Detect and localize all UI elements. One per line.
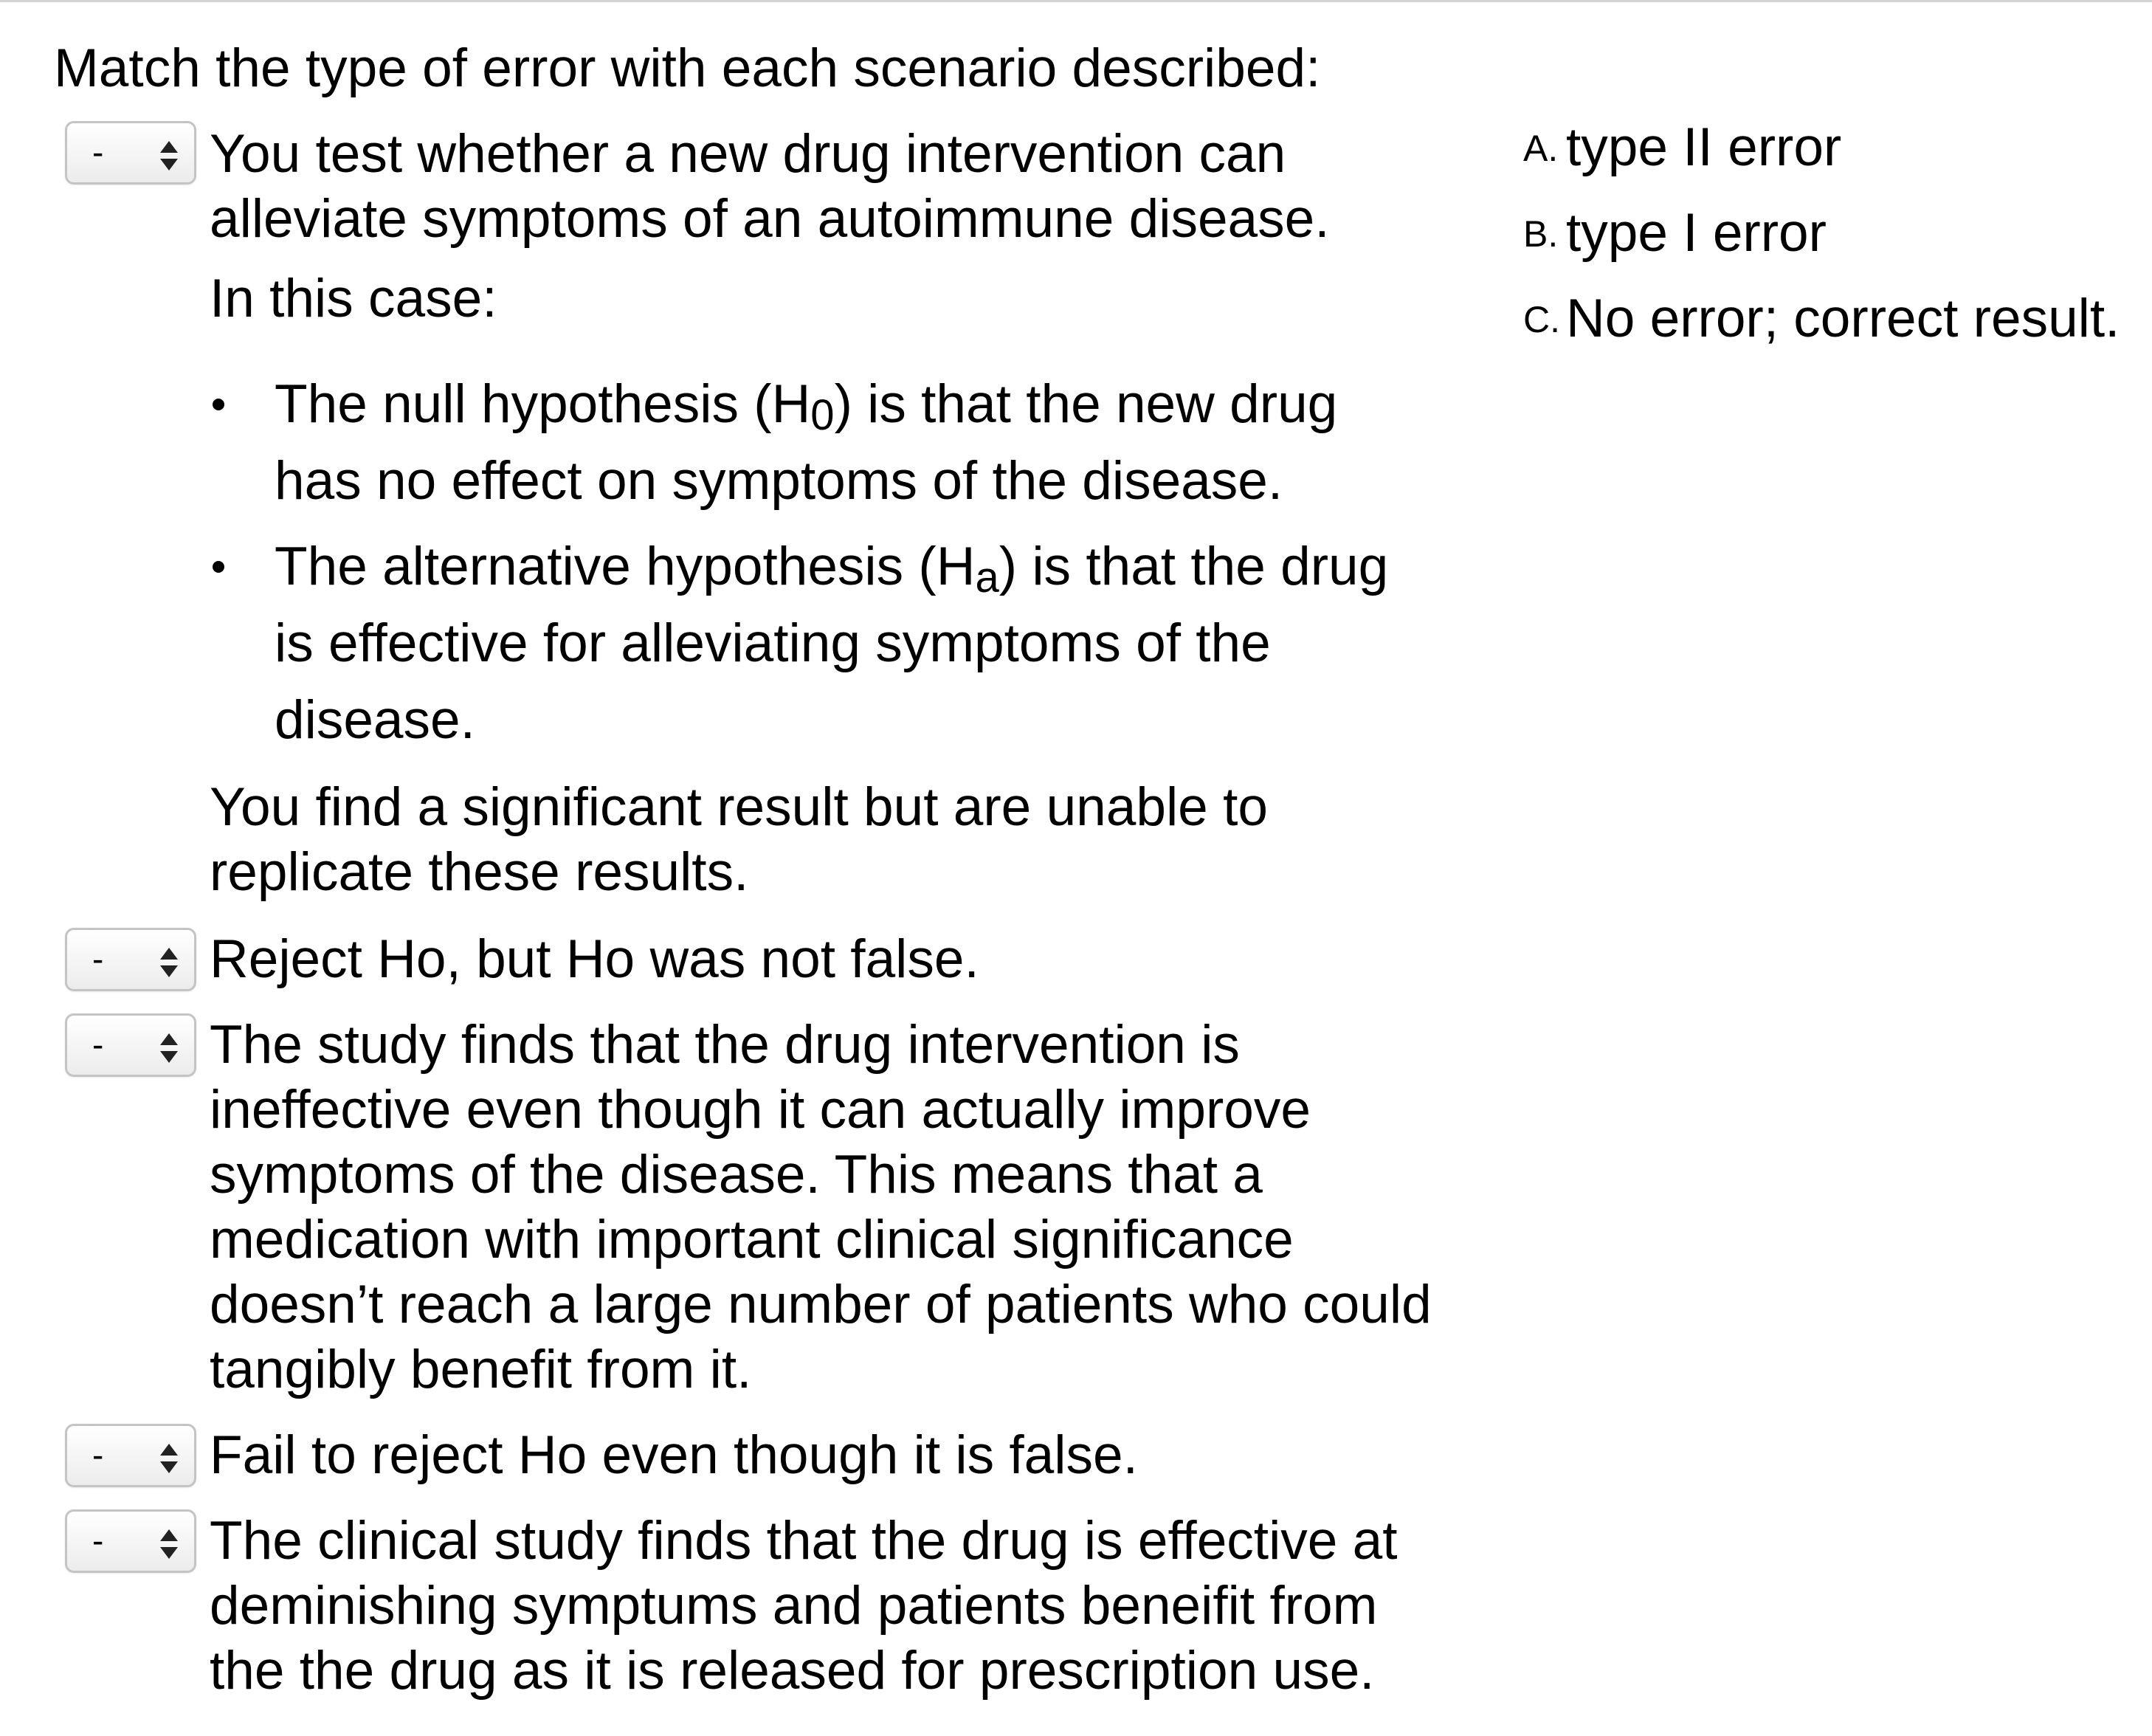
answer-text: No error; correct result. (1566, 289, 2120, 348)
scenario-5-line-3: the the drug as it is released for prescription use. (210, 1641, 1375, 1701)
select-value: - (92, 1436, 104, 1474)
scenario-1-line-2: alleviate symptoms of an autoimmune disease. (210, 189, 1330, 249)
scenario-1-after-line-1: You find a significant result but are unable to (210, 777, 1268, 837)
bullet-icon (213, 561, 224, 573)
select-arrows-icon (159, 138, 179, 173)
scenario-3-line-2: ineffective even though it can actually improve (210, 1080, 1311, 1140)
answer-select-4[interactable] (65, 1424, 196, 1487)
answer-select-5[interactable] (65, 1509, 196, 1573)
scenario-3-line-6: tangibly benefit from it. (210, 1340, 752, 1399)
answer-letter: A. (1523, 128, 1559, 169)
bullet-icon (213, 399, 224, 410)
select-value: - (92, 133, 104, 171)
select-arrows-icon (159, 1030, 179, 1066)
scenario-5-line-2: deminishing symptums and patients beneifit from (210, 1576, 1378, 1636)
scenario-3-line-1: The study finds that the drug intervention is (210, 1015, 1240, 1075)
select-value: - (92, 1521, 104, 1560)
select-value: - (92, 1025, 104, 1064)
answer-text: type I error (1566, 203, 1827, 263)
scenario-3-line-3: symptoms of the disease. This means that a (210, 1145, 1263, 1205)
select-arrows-icon (159, 945, 179, 980)
answer-letter: B. (1523, 213, 1559, 255)
answer-select-1[interactable] (65, 121, 196, 185)
select-arrows-icon (159, 1441, 179, 1476)
scenario-1-line-1: You test whether a new drug intervention can (210, 124, 1286, 184)
scenario-5-line-1: The clinical study finds that the drug is effective at (210, 1511, 1398, 1571)
answer-choice-b (1523, 202, 1827, 264)
top-divider (0, 0, 2152, 2)
select-arrows-icon (159, 1526, 179, 1562)
answer-select-3[interactable] (65, 1013, 196, 1077)
scenario-2-line-1: Reject Ho, but Ho was not false. (210, 929, 979, 989)
answer-text: type II error (1566, 117, 1842, 177)
scenario-4-line-1: Fail to reject Ho even though it is false. (210, 1425, 1138, 1485)
select-value: - (92, 940, 104, 978)
null-hypothesis-item: The null hypothesis $(H_0)$ is that the new drug has no effect on symptoms of the disease. (275, 366, 1388, 520)
answer-select-2[interactable] (65, 928, 196, 991)
scenario-1-line-3: In this case: (210, 269, 497, 328)
answer-choice-a (1523, 117, 1841, 178)
answer-choice-c (1523, 288, 2120, 349)
scenario-3-line-5: doesn’t reach a large number of patients who could (210, 1275, 1432, 1334)
scenario-1-after-line-2: replicate these results. (210, 842, 749, 902)
answer-letter: C. (1523, 299, 1560, 340)
hypothesis-list (275, 366, 1388, 768)
scenario-3-line-4: medication with important clinical significance (210, 1210, 1294, 1270)
question-prompt: Match the type of error with each scenario described: (54, 38, 1321, 98)
alternative-hypothesis-item: The alternative hypothesis $(H_a)$ is that the drug is effective for alleviating symptoms of the disease. (275, 528, 1388, 759)
